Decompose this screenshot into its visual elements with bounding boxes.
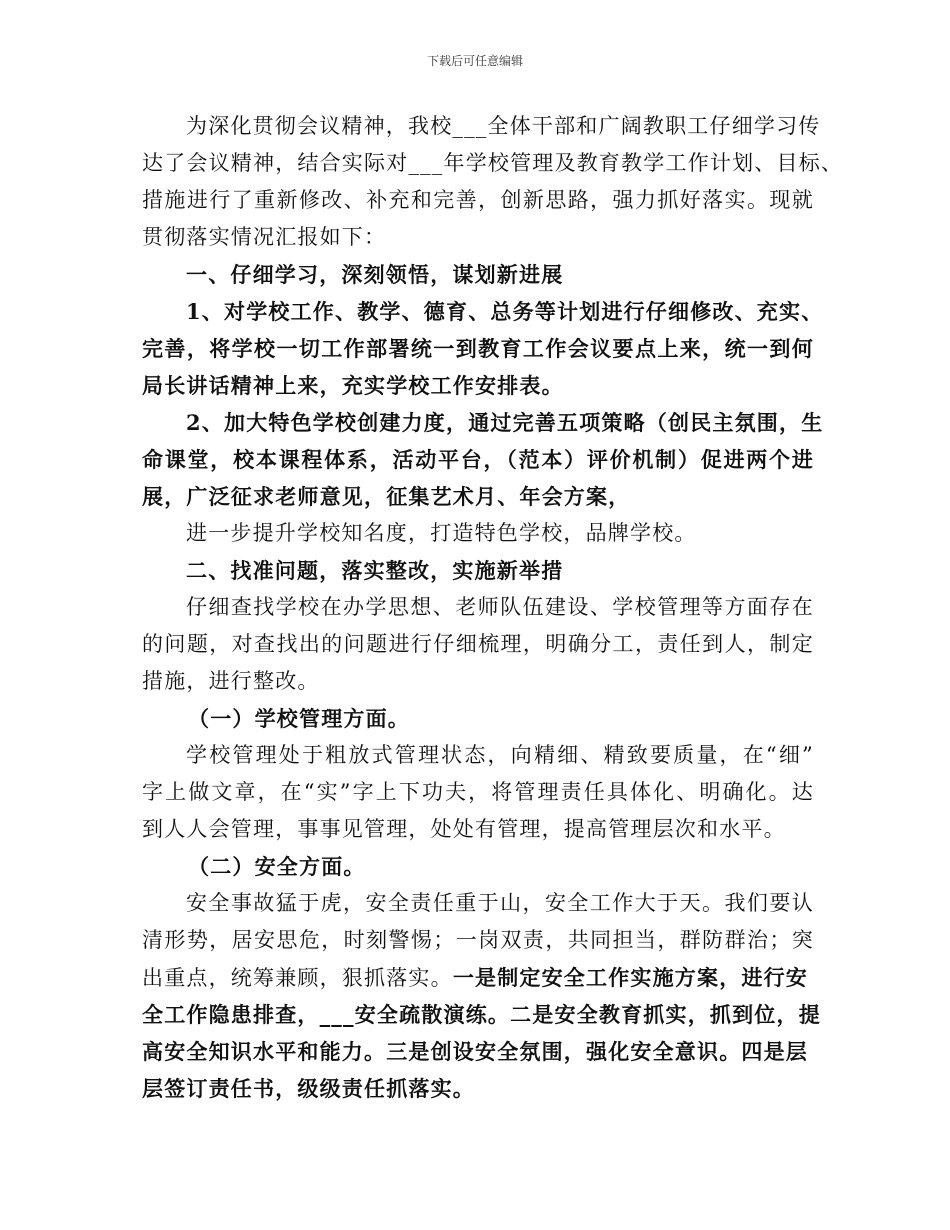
section-1-item-2-line-3: 展，广泛征求老师意见，征集艺术月、年会方案，: [142, 484, 631, 509]
subsection-2-line-6: 层签订责任书，级级责任抓落实。: [142, 1076, 475, 1101]
section-2-intro-line-1: 仔细查找学校在办学思想、老师队伍建设、学校管理等方面存在: [186, 595, 814, 619]
subsection-2-line-1: 安全事故猛于虎，安全责任重于山，安全工作大于天。我们要认: [186, 891, 814, 915]
subsection-2-line-3-bold: 一是制定安全工作实施方案，进行安: [452, 965, 809, 990]
subsection-2-line-4-bold-2: 二是安全教育抓实，抓到位，提: [510, 1002, 821, 1027]
section-1-item-2-line-2: 命课堂，校本课程体系，活动平台，（范本）评价机制）促进两个进: [142, 447, 814, 472]
subsection-1-heading: （一）学校管理方面。: [188, 706, 410, 731]
subsection-1-line-1: 学校管理处于粗放式管理状态，向精细、精致要质量，在“细”: [186, 743, 814, 767]
subsection-1-line-2: 字上做文章，在“实”字上下功夫，将管理责任具体化、明确化。达: [142, 780, 814, 804]
section-1-item-2-line-1: 2、加大特色学校创建力度，通过完善五项策略（创民主氛围，生: [186, 410, 824, 435]
subsection-2-line-3-normal: 出重点，统筹兼顾，狠抓落实。: [142, 966, 453, 990]
section-1-item-1-line-2: 完善，将学校一切工作部署统一到教育工作会议要点上来，统一到何: [142, 336, 814, 361]
section-1-item-2-tail: 进一步提升学校知名度，打造特色学校，品牌学校。: [186, 521, 697, 545]
intro-line-1: 为深化贯彻会议精神，我校___全体干部和广阔教职工仔细学习传: [186, 114, 821, 138]
subsection-2-line-4: [142, 996, 821, 1033]
section-1-item-1-line-3: 局长讲话精神上来，充实学校工作安排表。: [142, 373, 564, 398]
document-body: [142, 108, 844, 1107]
section-2-intro-line-3: 措施，进行整改。: [142, 669, 320, 693]
subsection-2-line-3: [142, 959, 814, 996]
page-header: 下载后可任意编辑: [426, 54, 523, 68]
section-2-intro-line-2: 的问题，对查找出的问题进行仔细梳理，明确分工，责任到人，制定: [142, 632, 814, 656]
intro-line-4: 贯彻落实情况汇报如下：: [142, 225, 387, 249]
subsection-2-line-4-bold: 全工作隐患排查，___安全疏散演练。: [142, 1002, 511, 1027]
intro-line-3: 措施进行了重新修改、补充和完善，创新思路，强力抓好落实。现就: [142, 188, 814, 212]
section-1-heading: 一、仔细学习，深刻领悟，谋划新进展: [186, 262, 564, 287]
subsection-2-line-2: 清形势，居安思危，时刻警惕；一岗双责，共同担当，群防群治；突: [142, 928, 814, 952]
intro-line-2: 达了会议精神，结合实际对___年学校管理及教育教学工作计划、目标、: [142, 151, 844, 175]
subsection-2-line-5: 高安全知识水平和能力。三是创设安全氛围，强化安全意识。四是层: [142, 1039, 808, 1064]
subsection-2-heading: （二）安全方面。: [188, 854, 366, 879]
section-2-heading: 二、找准问题，落实整改，实施新举措: [186, 558, 564, 583]
section-1-item-1-line-1: 1、对学校工作、教学、德育、总务等计划进行仔细修改、充实、: [186, 299, 824, 324]
subsection-1-line-3: 到人人会管理，事事见管理，处处有管理，提高管理层次和水平。: [142, 817, 786, 841]
